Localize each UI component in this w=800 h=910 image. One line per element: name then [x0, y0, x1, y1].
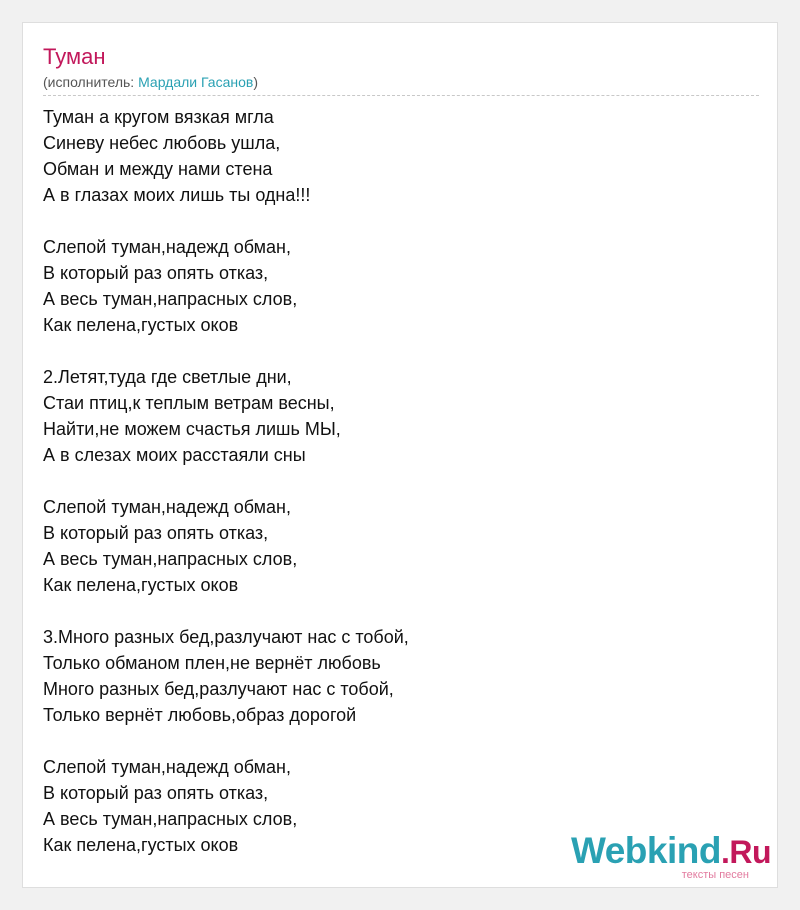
lyric-line: Обман и между нами стена: [43, 159, 273, 179]
lyric-line: Слепой туман,надежд обман,: [43, 237, 291, 257]
lyric-line: В который раз опять отказ,: [43, 523, 269, 543]
stanza-4: [43, 494, 759, 598]
lyric-line: А весь туман,напрасных слов,: [43, 809, 298, 829]
webkind-logo[interactable]: [571, 831, 771, 881]
logo-tagline: тексты песен: [681, 869, 749, 881]
lyric-line: Только вернёт любовь,образ дорогой: [43, 705, 357, 725]
stanza-5: [43, 624, 759, 728]
lyric-line: Найти,не можем счастья лишь МЫ,: [43, 419, 341, 439]
lyric-line: А весь туман,напрасных слов,: [43, 289, 298, 309]
song-title: Туман: [43, 44, 106, 69]
lyric-line: Слепой туман,надежд обман,: [43, 757, 291, 777]
divider: [43, 95, 759, 96]
artist-link[interactable]: Мардали Гасанов: [138, 74, 254, 90]
stanza-1: [43, 104, 759, 208]
lyric-line: 2.Летят,туда где светлые дни,: [43, 367, 292, 387]
lyrics-body: [43, 104, 759, 884]
logo-tld: .Ru: [720, 834, 771, 870]
logo-wordmark: [571, 831, 771, 872]
lyric-line: Как пелена,густых оков: [43, 835, 239, 855]
lyric-line: Как пелена,густых оков: [43, 315, 239, 335]
lyric-line: А весь туман,напрасных слов,: [43, 549, 298, 569]
lyrics-card: [22, 22, 778, 888]
lyric-line: Туман а кругом вязкая мгла: [43, 107, 274, 127]
lyric-line: Синеву небес любовь ушла,: [43, 133, 281, 153]
lyric-line: Как пелена,густых оков: [43, 575, 239, 595]
lyric-line: 3.Много разных бед,разлучают нас с тобой,: [43, 627, 409, 647]
lyric-line: Слепой туман,надежд обман,: [43, 497, 291, 517]
artist-prefix: (исполнитель:: [43, 74, 139, 90]
lyric-line: А в глазах моих лишь ты одна!!!: [43, 185, 311, 205]
logo-brand: Webkind: [570, 830, 721, 871]
lyric-line: Только обманом плен,не вернёт любовь: [43, 653, 381, 673]
lyric-line: А в слезах моих расстаяли сны: [43, 445, 306, 465]
artist-suffix: ): [253, 74, 258, 90]
artist-line: [43, 73, 258, 91]
stanza-2: [43, 234, 759, 338]
lyric-line: Стаи птиц,к теплым ветрам весны,: [43, 393, 335, 413]
lyric-line: Много разных бед,разлучают нас с тобой,: [43, 679, 394, 699]
lyric-line: В который раз опять отказ,: [43, 783, 269, 803]
stanza-3: [43, 364, 759, 468]
lyric-line: В который раз опять отказ,: [43, 263, 269, 283]
